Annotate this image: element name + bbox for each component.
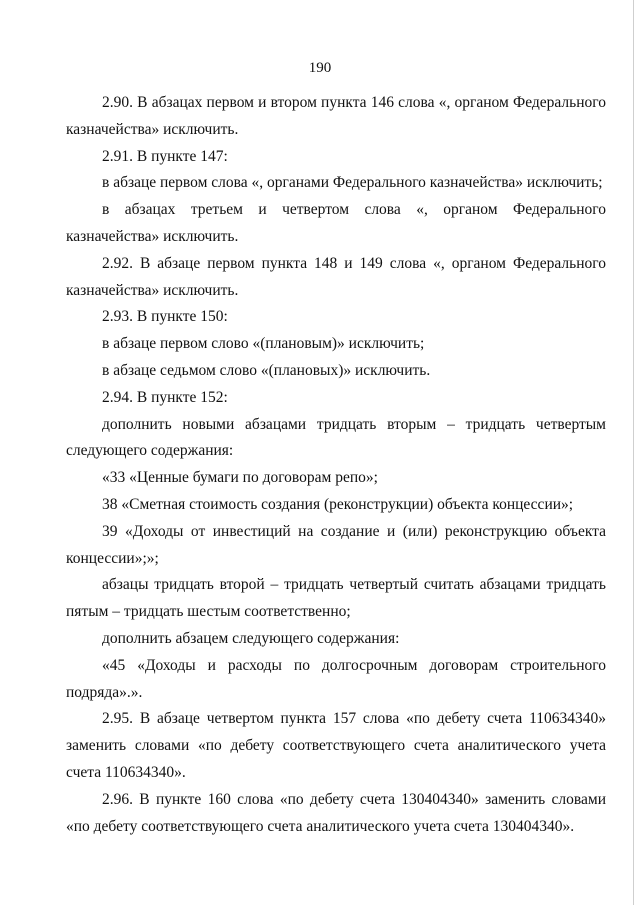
paragraph-2-94-g: «45 «Доходы и расходы по долгосрочным договорам строительного подряда».». [66, 656, 606, 701]
paragraph-2-94-c: 38 «Сметная стоимость создания (реконструкции) объекта концессии»; [102, 495, 574, 513]
page-number: 190 [308, 60, 332, 76]
paragraph-2-91-b: в абзацах третьем и четвертом слова «, органом Федерального казначейства» исключить. [66, 201, 606, 245]
paragraph-2-94-e: абзацы тридцать второй – тридцать четвертый считать абзацами тридцать пятым – тридцать шестым соответственно; [66, 576, 606, 621]
paragraph-2-94-b: «33 «Ценные бумаги по договорам репо»; [102, 469, 378, 487]
page-edge [633, 0, 634, 905]
paragraph-2-94-d: 39 «Доходы от инвестиций на создание и (или) реконструкцию объекта концессии»;»; [66, 522, 606, 567]
paragraph-2-94-f: дополнить абзацем следующего содержания: [102, 629, 400, 647]
paragraph-2-90: 2.90. В абзацах первом и втором пункта 146 слова «, органом Федерального казначейства» исключить. [66, 94, 606, 138]
paragraph-2-91-a: в абзаце первом слова «, органами Федерального казначейства» исключить; [102, 174, 603, 192]
document-body [66, 90, 606, 840]
paragraph-2-93: 2.93. В пункте 150: [102, 308, 228, 326]
paragraph-2-93-a: в абзаце первом слово «(плановым)» исключить; [102, 335, 425, 353]
paragraph-2-95: 2.95. В абзаце четвертом пункта 157 слова «по дебету счета 110634340» заменить словами «по дебету соответствующего счета аналитического учета счета 110634340». [66, 710, 606, 781]
paragraph-2-91: 2.91. В пункте 147: [102, 147, 228, 165]
paragraph-2-96: 2.96. В пункте 160 слова «по дебету счета 130404340» заменить словами «по дебету соответствующего счета аналитического учета счета 130404340». [66, 790, 606, 835]
paragraph-2-92: 2.92. В абзаце первом пункта 148 и 149 слова «, органом Федерального казначейства» исключить. [66, 254, 606, 299]
paragraph-2-93-b: в абзаце седьмом слово «(плановых)» исключить. [102, 361, 431, 379]
paragraph-2-94-a: дополнить новыми абзацами тридцать вторым – тридцать четвертым следующего содержания: [66, 415, 606, 460]
paragraph-2-94: 2.94. В пункте 152: [102, 388, 228, 406]
